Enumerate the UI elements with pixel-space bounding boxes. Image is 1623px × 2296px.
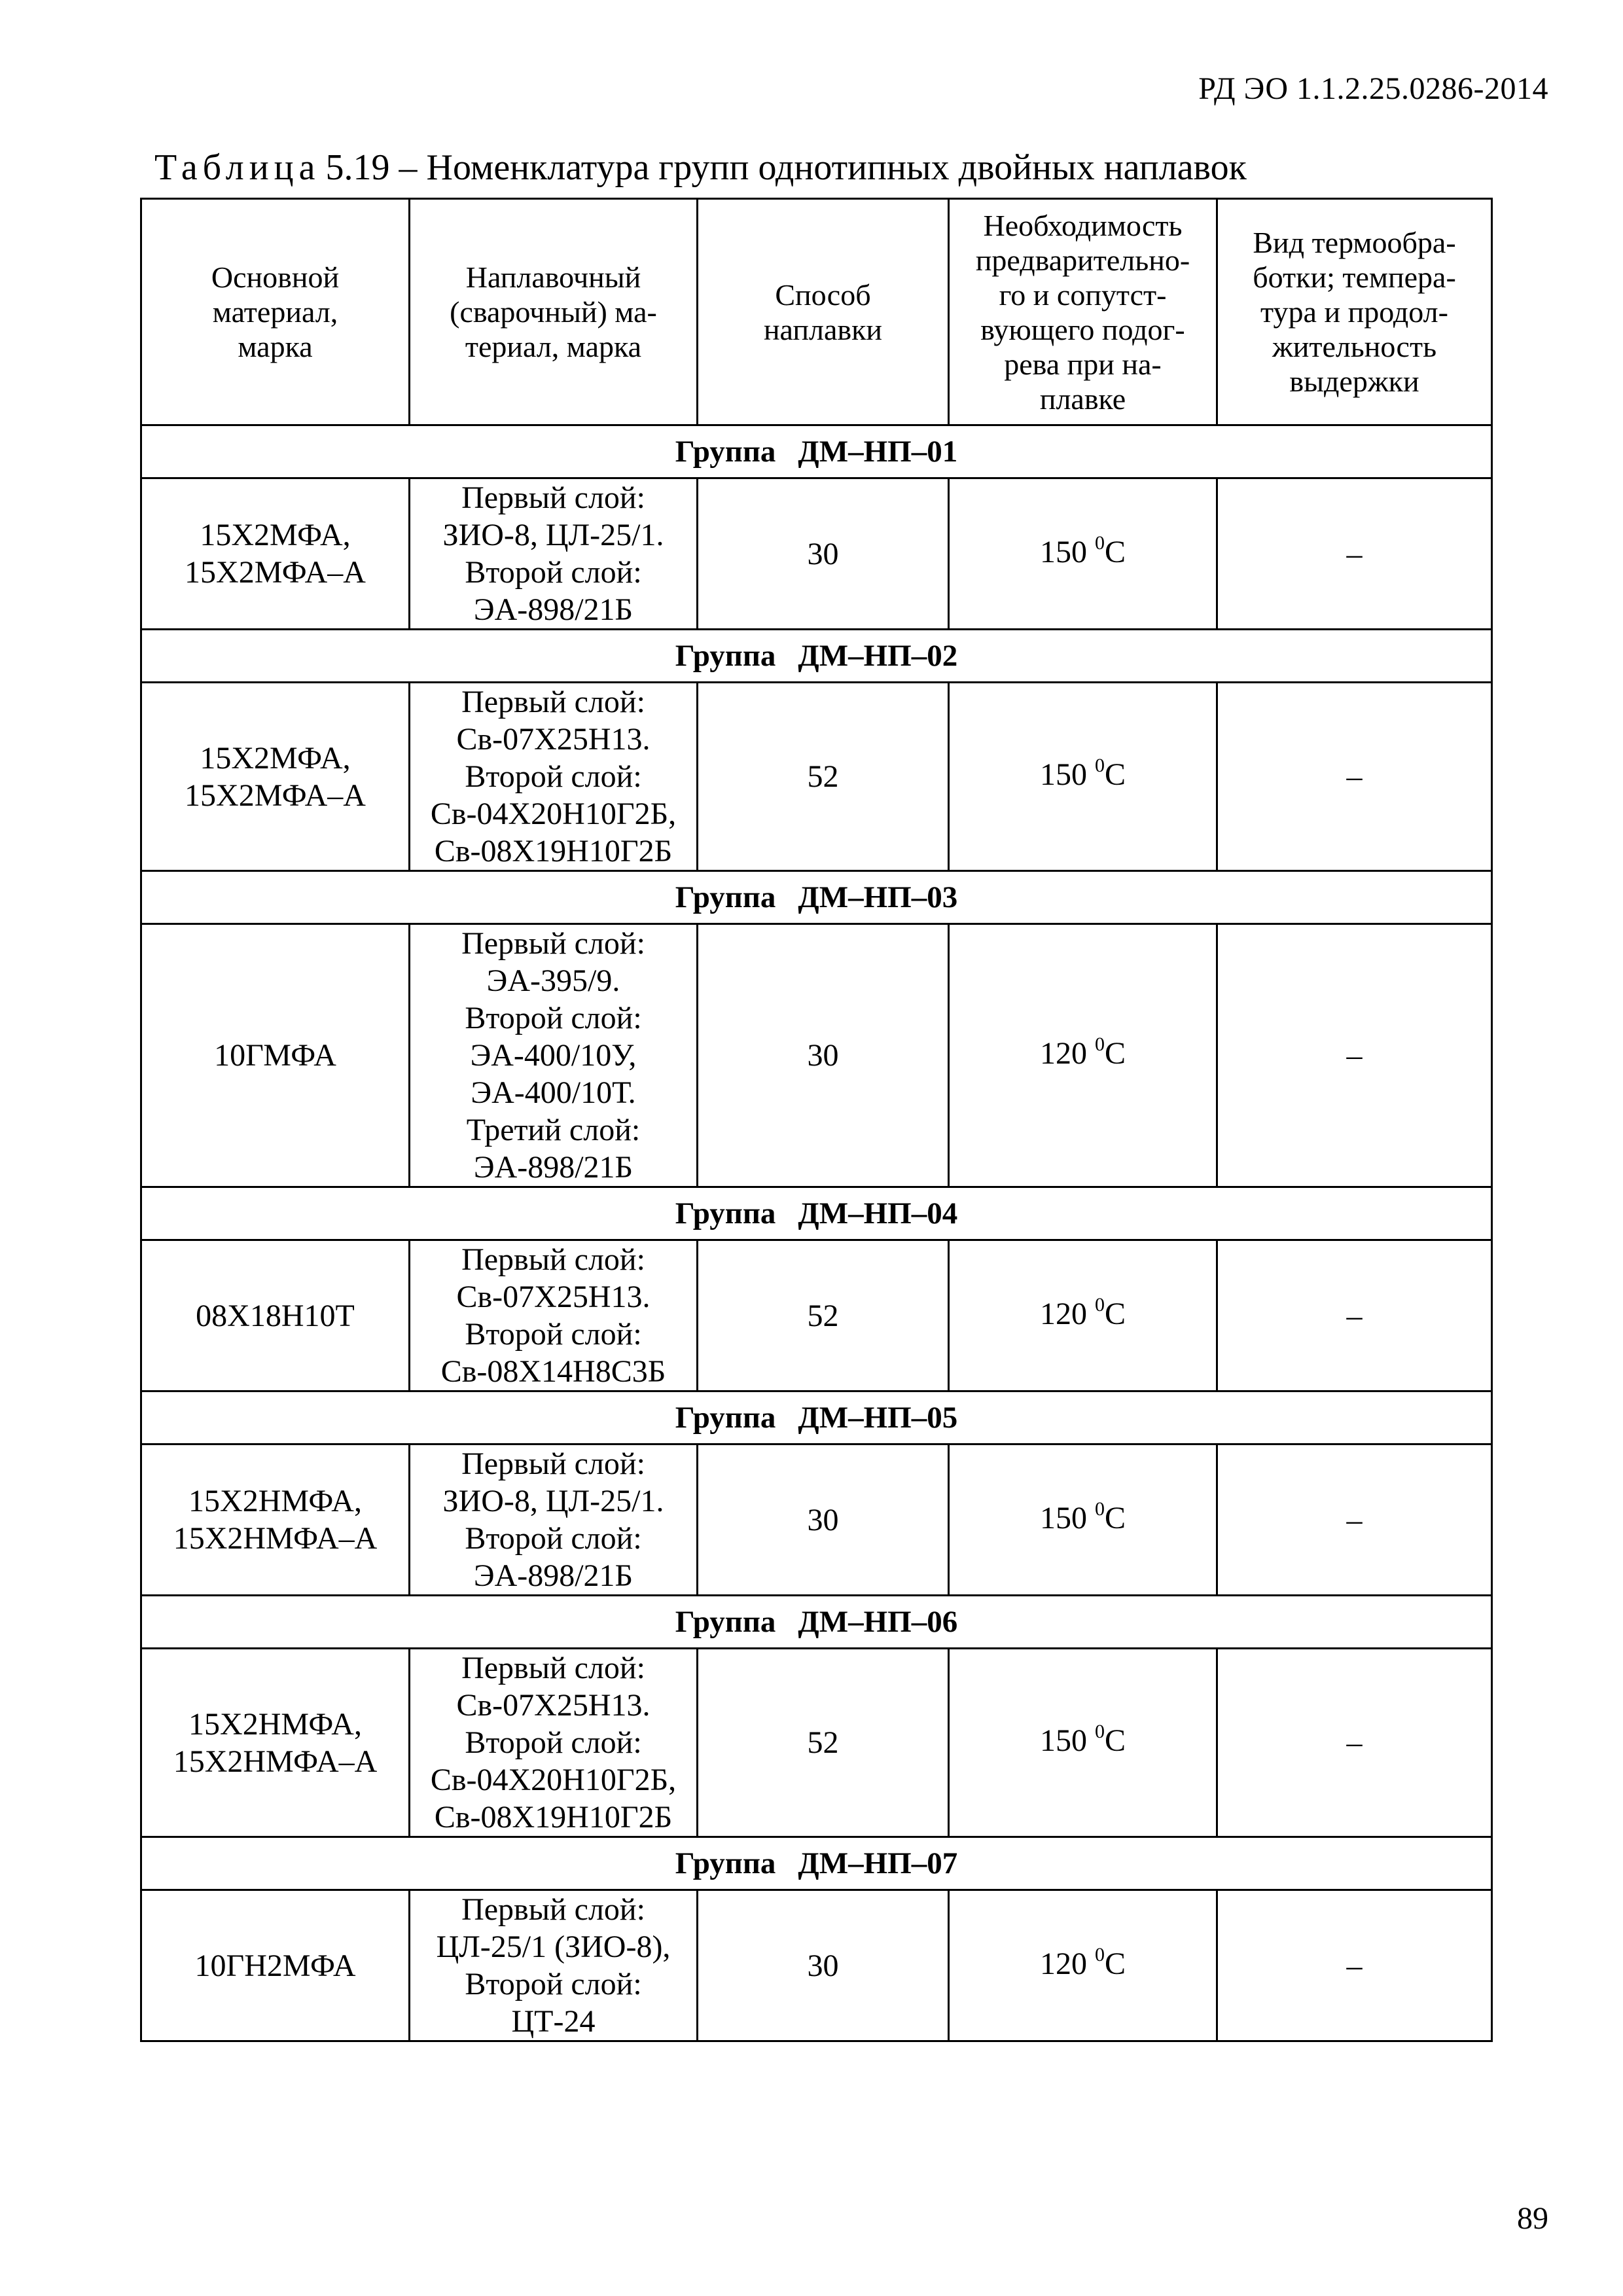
filler-material-cell-line: ЭА-400/10У, bbox=[470, 1038, 637, 1073]
column-header bbox=[410, 199, 698, 425]
filler-material-cell-line: Св-04Х20Н10Г2Б, bbox=[430, 1763, 677, 1797]
heat-treatment-cell: – bbox=[1217, 1890, 1492, 2041]
degree-mark: 0 bbox=[1094, 531, 1105, 554]
column-header-line: выдержки bbox=[1289, 365, 1419, 398]
column-header bbox=[141, 199, 410, 425]
temperature-unit: C bbox=[1104, 1296, 1126, 1331]
group-code: ДМ–НП–07 bbox=[798, 1846, 958, 1880]
group-title bbox=[141, 1596, 1492, 1649]
column-header-line: ботки; темпера- bbox=[1253, 260, 1456, 294]
group-row bbox=[141, 1596, 1492, 1649]
filler-material-cell bbox=[410, 1444, 698, 1596]
temperature-unit: C bbox=[1104, 534, 1126, 569]
base-material-cell bbox=[141, 1890, 410, 2041]
heat-treatment-cell: – bbox=[1217, 478, 1492, 630]
base-material-cell-line: 15Х2МФА, bbox=[200, 518, 351, 552]
preheat-value: 150 bbox=[1039, 534, 1087, 569]
filler-material-cell-line: ЗИО-8, ЦЛ-25/1. bbox=[442, 518, 664, 552]
group-code: ДМ–НП–02 bbox=[798, 638, 958, 673]
group-label: Группа bbox=[675, 880, 776, 914]
filler-material-cell-line: Второй слой: bbox=[465, 1521, 642, 1556]
temperature-unit: C bbox=[1104, 1500, 1126, 1535]
base-material-cell-line: 10ГМФА bbox=[214, 1038, 336, 1073]
base-material-cell bbox=[141, 924, 410, 1187]
column-header bbox=[1217, 199, 1492, 425]
table-row bbox=[141, 683, 1492, 871]
column-header-line: плавке bbox=[1039, 382, 1126, 416]
group-row bbox=[141, 425, 1492, 478]
preheat-value: 120 bbox=[1039, 1036, 1087, 1071]
filler-material-cell-line: Св-07Х25Н13. bbox=[456, 722, 651, 757]
group-row bbox=[141, 1837, 1492, 1890]
base-material-cell-line: 15Х2НМФА–А bbox=[173, 1744, 378, 1779]
filler-material-cell-line: Второй слой: bbox=[465, 555, 642, 590]
filler-material-cell-line: Третий слой: bbox=[466, 1113, 641, 1147]
filler-material-cell-line: ЦЛ-25/1 (ЗИО-8), bbox=[436, 1929, 671, 1964]
column-header bbox=[698, 199, 949, 425]
filler-material-cell-line: ЭА-898/21Б bbox=[473, 1558, 633, 1593]
group-title bbox=[141, 1837, 1492, 1890]
group-label: Группа bbox=[675, 1196, 776, 1230]
filler-material-cell-line: Св-04Х20Н10Г2Б, bbox=[430, 797, 677, 831]
filler-material-cell bbox=[410, 1890, 698, 2041]
group-label: Группа bbox=[675, 1400, 776, 1435]
table-row bbox=[141, 478, 1492, 630]
method-cell: 52 bbox=[698, 1240, 949, 1391]
base-material-cell-line: 15Х2МФА–А bbox=[185, 555, 366, 590]
base-material-cell bbox=[141, 478, 410, 630]
column-header-line: предварительно- bbox=[975, 243, 1190, 277]
group-code: ДМ–НП–06 bbox=[798, 1604, 958, 1639]
column-header-line: тура и продол- bbox=[1260, 295, 1448, 329]
preheat-value: 120 bbox=[1039, 1296, 1087, 1331]
filler-material-cell-line: Св-08Х19Н10Г2Б bbox=[434, 834, 673, 869]
filler-material-cell-line: Второй слой: bbox=[465, 1317, 642, 1352]
degree-mark: 0 bbox=[1094, 755, 1105, 776]
heat-treatment-cell: – bbox=[1217, 683, 1492, 871]
caption-prefix: Таблица bbox=[154, 147, 321, 188]
preheat-cell bbox=[949, 1444, 1217, 1596]
filler-material-cell-line: Первый слой: bbox=[461, 926, 645, 961]
base-material-cell-line: 15Х2НМФА–А bbox=[173, 1521, 378, 1556]
group-label: Группа bbox=[675, 1604, 776, 1639]
table-row bbox=[141, 1240, 1492, 1391]
table-row bbox=[141, 1649, 1492, 1837]
filler-material-cell-line: Первый слой: bbox=[461, 1651, 645, 1685]
group-title bbox=[141, 1187, 1492, 1240]
filler-material-cell-line: ЭА-400/10Т. bbox=[471, 1075, 636, 1110]
column-header-line: териал, марка bbox=[465, 330, 642, 363]
base-material-cell-line: 08Х18Н10Т bbox=[196, 1298, 355, 1333]
base-material-cell bbox=[141, 1240, 410, 1391]
temperature-unit: C bbox=[1104, 1946, 1126, 1981]
temperature-unit: C bbox=[1104, 757, 1126, 792]
column-header-line: Основной bbox=[211, 260, 340, 294]
group-title bbox=[141, 1391, 1492, 1444]
filler-material-cell-line: ЗИО-8, ЦЛ-25/1. bbox=[442, 1484, 664, 1518]
filler-material-cell-line: Св-08Х19Н10Г2Б bbox=[434, 1800, 673, 1835]
table-row bbox=[141, 1444, 1492, 1596]
filler-material-cell bbox=[410, 478, 698, 630]
group-row bbox=[141, 871, 1492, 924]
document-code: РД ЭО 1.1.2.25.0286-2014 bbox=[1198, 71, 1548, 106]
filler-material-cell bbox=[410, 1240, 698, 1391]
preheat-cell bbox=[949, 1240, 1217, 1391]
preheat-value: 150 bbox=[1039, 1500, 1087, 1535]
filler-material-cell-line: ЦТ-24 bbox=[511, 2004, 596, 2039]
degree-mark: 0 bbox=[1094, 1943, 1105, 1965]
filler-material-cell-line: Первый слой: bbox=[461, 1242, 645, 1277]
filler-material-cell-line: Второй слой: bbox=[465, 1001, 642, 1035]
filler-material-cell-line: Первый слой: bbox=[461, 480, 645, 515]
method-cell: 52 bbox=[698, 1649, 949, 1837]
filler-material-cell-line: Второй слой: bbox=[465, 759, 642, 794]
column-header bbox=[949, 199, 1217, 425]
preheat-cell bbox=[949, 1649, 1217, 1837]
preheat-value: 120 bbox=[1039, 1946, 1087, 1981]
method-cell: 30 bbox=[698, 924, 949, 1187]
welding-groups-table bbox=[140, 198, 1493, 2042]
temperature-unit: C bbox=[1104, 1036, 1126, 1071]
degree-mark: 0 bbox=[1094, 1721, 1105, 1742]
degree-mark: 0 bbox=[1094, 1293, 1105, 1316]
filler-material-cell-line: Св-08Х14Н8С3Б bbox=[440, 1354, 666, 1389]
column-header-line: го и сопутст- bbox=[999, 278, 1167, 312]
preheat-cell bbox=[949, 683, 1217, 871]
table-row bbox=[141, 1890, 1492, 2041]
preheat-value: 150 bbox=[1039, 757, 1087, 792]
degree-mark: 0 bbox=[1094, 1498, 1105, 1520]
base-material-cell-line: 15Х2НМФА, bbox=[188, 1484, 362, 1518]
filler-material-cell-line: ЭА-898/21Б bbox=[473, 1150, 633, 1185]
column-header-line: вующего подог- bbox=[980, 312, 1185, 346]
heat-treatment-cell: – bbox=[1217, 1444, 1492, 1596]
column-header-line: (сварочный) ма- bbox=[450, 295, 657, 329]
column-header-line: марка bbox=[238, 330, 313, 363]
method-cell: 30 bbox=[698, 1890, 949, 2041]
filler-material-cell bbox=[410, 683, 698, 871]
degree-mark: 0 bbox=[1094, 1033, 1105, 1055]
group-label: Группа bbox=[675, 638, 776, 673]
filler-material-cell-line: Св-07Х25Н13. bbox=[456, 1280, 651, 1314]
heat-treatment-cell: – bbox=[1217, 1649, 1492, 1837]
base-material-cell bbox=[141, 1444, 410, 1596]
group-code: ДМ–НП–05 bbox=[798, 1400, 958, 1435]
group-code: ДМ–НП–03 bbox=[798, 880, 958, 914]
filler-material-cell-line: Первый слой: bbox=[461, 1892, 645, 1927]
group-label: Группа bbox=[675, 434, 776, 469]
group-title bbox=[141, 871, 1492, 924]
base-material-cell-line: 15Х2МФА, bbox=[200, 740, 351, 776]
filler-material-cell-line: ЭА-898/21Б bbox=[473, 592, 633, 627]
base-material-cell bbox=[141, 1649, 410, 1837]
heat-treatment-cell: – bbox=[1217, 924, 1492, 1187]
filler-material-cell-line: ЭА-395/9. bbox=[486, 963, 620, 998]
preheat-cell bbox=[949, 1890, 1217, 2041]
filler-material-cell-line: Первый слой: bbox=[461, 685, 645, 719]
filler-material-cell-line: Св-07Х25Н13. bbox=[456, 1688, 651, 1723]
base-material-cell-line: 10ГН2МФА bbox=[194, 1948, 356, 1983]
column-header-line: Необходимость bbox=[983, 208, 1183, 242]
method-cell: 30 bbox=[698, 1444, 949, 1596]
group-row bbox=[141, 1187, 1492, 1240]
filler-material-cell-line: Второй слой: bbox=[465, 1725, 642, 1760]
preheat-cell bbox=[949, 924, 1217, 1187]
preheat-cell bbox=[949, 478, 1217, 630]
group-row bbox=[141, 1391, 1492, 1444]
base-material-cell-line: 15Х2МФА–А bbox=[185, 778, 366, 813]
preheat-value: 150 bbox=[1039, 1723, 1087, 1758]
group-title bbox=[141, 425, 1492, 478]
heat-treatment-cell: – bbox=[1217, 1240, 1492, 1391]
table-caption bbox=[154, 147, 1247, 188]
filler-material-cell-line: Первый слой: bbox=[461, 1446, 645, 1481]
filler-material-cell bbox=[410, 1649, 698, 1837]
group-row bbox=[141, 630, 1492, 683]
filler-material-cell bbox=[410, 924, 698, 1187]
filler-material-cell-line: Второй слой: bbox=[465, 1967, 642, 2001]
group-title bbox=[141, 630, 1492, 683]
table-header-row bbox=[141, 199, 1492, 425]
column-header-line: жительность bbox=[1272, 330, 1437, 363]
page-number: 89 bbox=[1517, 2201, 1548, 2236]
table-row bbox=[141, 924, 1492, 1187]
method-cell: 52 bbox=[698, 683, 949, 871]
caption-text: 5.19 – Номенклатура групп однотипных двойных наплавок bbox=[325, 147, 1247, 188]
base-material-cell bbox=[141, 683, 410, 871]
temperature-unit: C bbox=[1104, 1723, 1126, 1758]
column-header-line: Наплавочный bbox=[465, 260, 641, 294]
group-code: ДМ–НП–01 bbox=[798, 434, 958, 469]
method-cell: 30 bbox=[698, 478, 949, 630]
column-header-line: Способ bbox=[775, 278, 871, 312]
column-header-line: Вид термообра- bbox=[1253, 226, 1456, 259]
base-material-cell-line: 15Х2НМФА, bbox=[188, 1706, 362, 1742]
column-header-line: материал, bbox=[212, 295, 338, 329]
group-code: ДМ–НП–04 bbox=[798, 1196, 958, 1230]
group-label: Группа bbox=[675, 1846, 776, 1880]
column-header-line: рева при на- bbox=[1004, 347, 1162, 381]
column-header-line: наплавки bbox=[763, 312, 883, 346]
